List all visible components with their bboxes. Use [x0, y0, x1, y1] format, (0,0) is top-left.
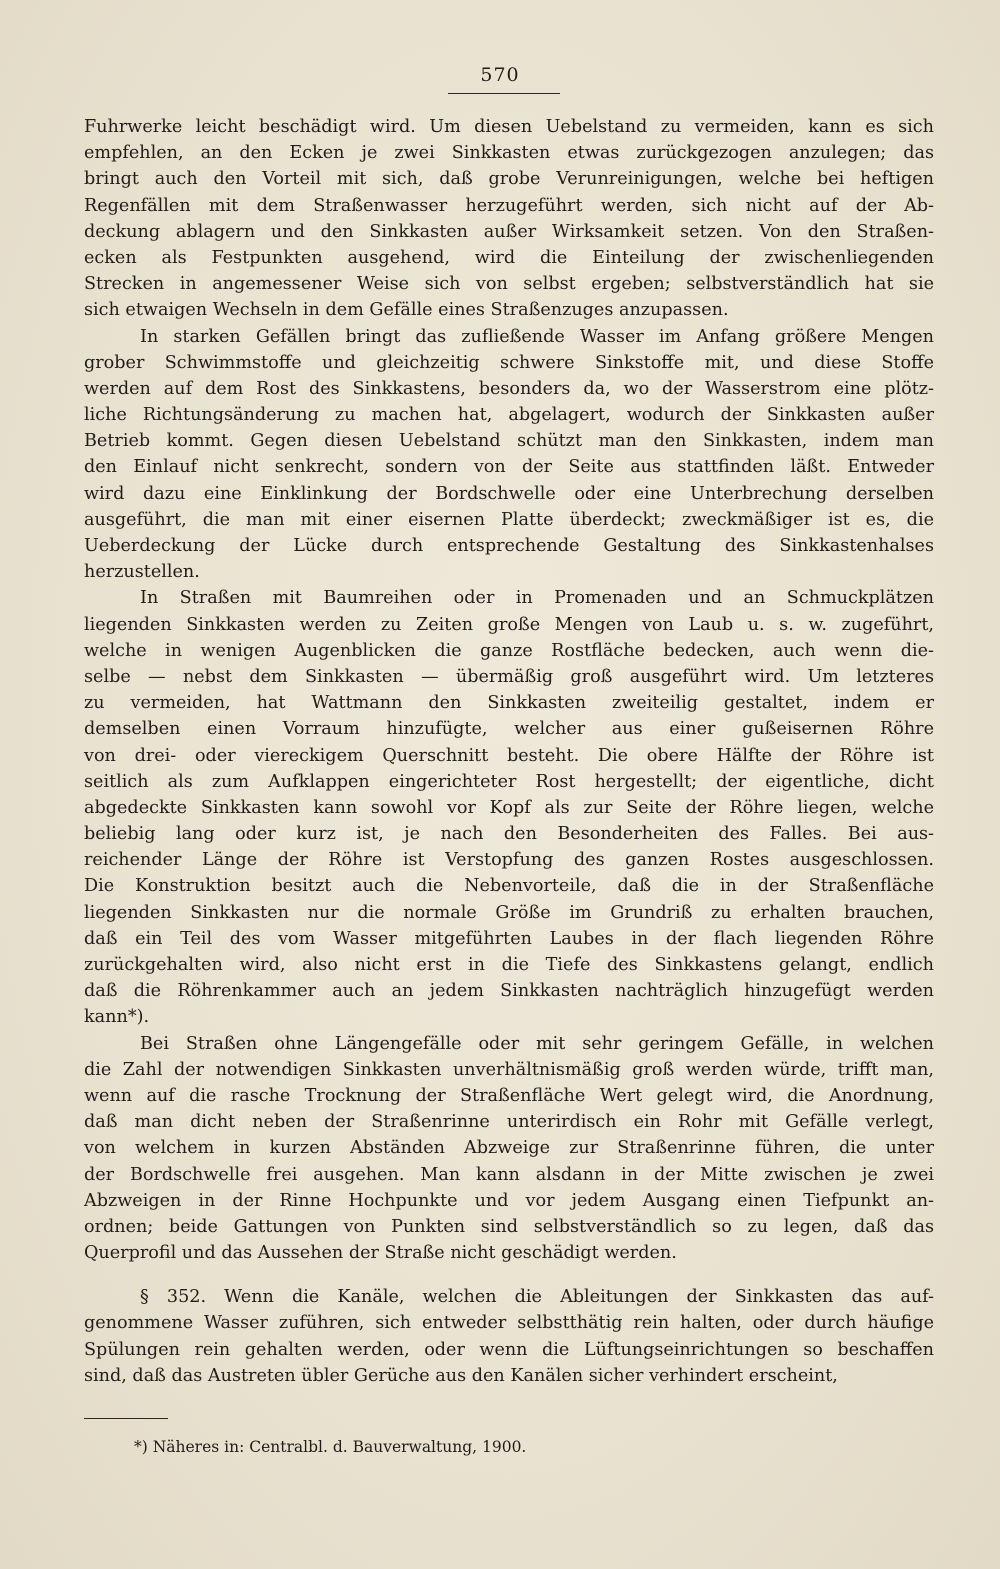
text-line: liegenden Sinkkasten werden zu Zeiten große Mengen von Laub u. s. w. zugeführt,: [84, 614, 934, 635]
text-line: daß ein Teil des vom Wasser mitgeführten Laubes in der flach liegenden Röhre: [84, 928, 934, 949]
text-line: liegenden Sinkkasten nur die normale Größe im Grundriß zu erhalten brauchen,: [84, 902, 934, 923]
text-line: werden auf dem Rost des Sinkkastens, besonders da, wo der Wasserstrom eine plötz-: [84, 378, 934, 399]
text-line: Ueberdeckung der Lücke durch entsprechende Gestaltung des Sinkkastenhalses: [84, 536, 934, 556]
text-line: von drei- oder viereckigem Querschnitt besteht. Die obere Hälfte der Röhre ist: [84, 745, 934, 766]
text-line: bringt auch den Vorteil mit sich, daß grobe Verunreinigungen, welche bei heftigen: [84, 169, 934, 190]
text-line: beliebig lang oder kurz ist, je nach den Besonderheiten des Falles. Bei aus-: [84, 824, 934, 845]
text-line: seitlich als zum Aufklappen eingerichteter Rost hergestellt; der eigentliche, dicht: [84, 771, 934, 792]
text-line: liche Richtungsänderung zu machen hat, abgelagert, wodurch der Sinkkasten außer: [84, 405, 934, 426]
text-line: grober Schwimmstoffe und gleichzeitig schwere Sinkstoffe mit, und diese Stoffe: [84, 352, 934, 373]
footnote-rule: [84, 1418, 168, 1419]
body-text: [84, 114, 934, 1389]
text-line: ordnen; beide Gattungen von Punkten sind selbstverständlich so zu legen, daß das: [84, 1216, 934, 1237]
text-line: der Bordschwelle frei ausgehen. Man kann alsdann in der Mitte zwischen je zwei: [84, 1164, 934, 1185]
text-line: reichender Länge der Röhre ist Verstopfung des ganzen Rostes ausgeschlossen.: [84, 850, 934, 871]
text-line: daß man dicht neben der Straßenrinne unterirdisch ein Rohr mit Gefälle verlegt,: [84, 1112, 934, 1133]
text-line: deckung ablagern und den Sinkkasten außer Wirksamkeit setzen. Von den Straßen-: [84, 221, 934, 242]
text-line: Regenfällen mit dem Straßenwasser herzugeführt werden, sich nicht auf der Ab-: [84, 195, 934, 216]
text-line: kann*).: [84, 1007, 150, 1028]
text-line: ecken als Festpunkten ausgehend, wird die Einteilung der zwischenliegenden: [84, 247, 934, 268]
text-line: von welchem in kurzen Abständen Abzweige zur Straßenrinne führen, die unter: [84, 1138, 934, 1159]
text-line: selbe — nebst dem Sinkkasten — übermäßig groß ausgeführt wird. Um letzteres: [84, 666, 934, 687]
text-line: Bei Straßen ohne Längengefälle oder mit sehr geringem Gefälle, in welchen: [140, 1033, 934, 1054]
text-line: In Straßen mit Baumreihen oder in Promenaden und an Schmuckplätzen: [140, 588, 934, 609]
text-line: herzustellen.: [84, 562, 200, 583]
text-line: Strecken in angemessener Weise sich von selbst ergeben; selbstverständlich hat sie: [84, 274, 934, 295]
text-line: Betrieb kommt. Gegen diesen Uebelstand schützt man den Sinkkasten, indem man: [84, 431, 934, 452]
text-line: daß die Röhrenkammer auch an jedem Sinkkasten nachträglich hinzugefügt werden: [84, 981, 934, 1002]
text-line: abgedeckte Sinkkasten kann sowohl vor Kopf als zur Seite der Röhre liegen, welche: [84, 797, 934, 818]
text-line: Fuhrwerke leicht beschädigt wird. Um diesen Uebelstand zu vermeiden, kann es sich: [84, 117, 934, 137]
text-line: welche in wenigen Augenblicken die ganze Rostfläche bedecken, auch wenn die-: [84, 640, 934, 661]
paragraph: [84, 324, 934, 586]
text-line: § 352. Wenn die Kanäle, welchen die Ableitungen der Sinkkasten das auf-: [140, 1287, 934, 1308]
footnote: *) Näheres in: Centralbl. d. Bauverwaltung, 1900.: [134, 1438, 527, 1456]
text-line: Abzweigen in der Rinne Hochpunkte und vor jedem Ausgang einen Tiefpunkt an-: [84, 1190, 934, 1211]
paragraph: [84, 585, 934, 1030]
text-line: empfehlen, an den Ecken je zwei Sinkkasten etwas zurückgezogen anzulegen; das: [84, 143, 934, 164]
text-line: ausgeführt, die man mit einer eisernen Platte überdeckt; zweckmäßiger ist es, die: [84, 509, 934, 530]
text-line: Spülungen rein gehalten werden, oder wenn die Lüftungseinrichtungen so beschaffen: [84, 1339, 934, 1360]
text-line: wird dazu eine Einklinkung der Bordschwelle oder eine Unterbrechung derselben: [84, 483, 934, 504]
text-line: Querprofil und das Aussehen der Straße nicht geschädigt werden.: [84, 1243, 677, 1264]
text-line: die Zahl der notwendigen Sinkkasten unverhältnismäßig groß werden würde, trifft man,: [84, 1059, 934, 1080]
text-line: zu vermeiden, hat Wattmann den Sinkkasten zweiteilig gestaltet, indem er: [84, 693, 934, 714]
text-line: In starken Gefällen bringt das zufließende Wasser im Anfang größere Mengen: [140, 326, 934, 347]
text-line: wenn auf die rasche Trocknung der Straßenfläche Wert gelegt wird, die Anordnung,: [84, 1085, 934, 1106]
text-line: den Einlauf nicht senkrecht, sondern von der Seite aus stattfinden läßt. Entweder: [84, 457, 934, 478]
paragraph: [84, 114, 934, 324]
text-line: Die Konstruktion besitzt auch die Nebenvorteile, daß die in der Straßenfläche: [84, 876, 934, 897]
section-paragraph: [84, 1284, 934, 1389]
text-line: demselben einen Vorraum hinzufügte, welcher aus einer gußeisernen Röhre: [84, 719, 934, 740]
page-number: 570: [480, 64, 520, 86]
text-line: zurückgehalten wird, also nicht erst in die Tiefe des Sinkkastens gelangt, endlich: [84, 955, 934, 975]
text-line: genommene Wasser zuführen, sich entweder selbstthätig rein halten, oder durch häufige: [84, 1313, 934, 1334]
header-rule: [448, 93, 560, 94]
paragraph: [84, 1031, 934, 1267]
text-line: sind, daß das Austreten übler Gerüche aus den Kanälen sicher verhindert erscheint,: [84, 1365, 838, 1386]
text-line: sich etwaigen Wechseln in dem Gefälle eines Straßenzuges anzupassen.: [84, 300, 729, 321]
